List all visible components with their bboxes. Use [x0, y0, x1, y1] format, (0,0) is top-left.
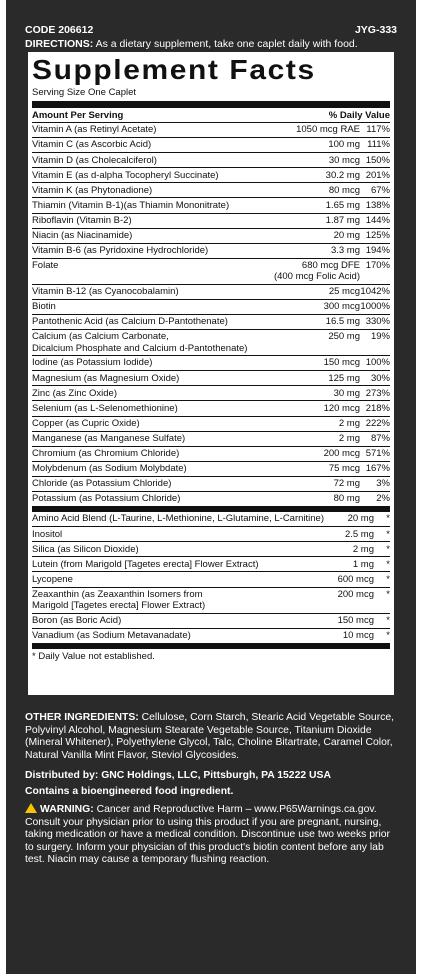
supplement-facts-panel	[28, 52, 394, 695]
nutrient-name: Zinc (as Zinc Oxide)	[32, 387, 117, 399]
nutrient-row	[32, 214, 390, 229]
nutrient-row	[32, 462, 390, 477]
nutrient-daily-value: *	[386, 513, 390, 525]
nutrient-name: Vanadium (as Sodium Metavanadate)	[32, 629, 191, 641]
nutrient-daily-value: 273%	[365, 387, 390, 399]
nutrient-row	[32, 417, 390, 432]
nutrient-daily-value: *	[386, 528, 390, 540]
nutrient-group-other	[32, 512, 390, 644]
nutrient-amount: 25 mcg	[328, 286, 360, 298]
warning-block	[25, 802, 400, 867]
nutrient-name: Calcium (as Calcium Carbonate, Dicalcium Phosphate and Calcium d-Pantothenate)	[32, 331, 248, 354]
nutrient-row	[32, 168, 390, 183]
nutrient-name: Vitamin E (as d-alpha Tocopheryl Succinate)	[32, 169, 219, 181]
nutrient-name: Riboflavin (Vitamin B-2)	[32, 214, 132, 226]
facts-title: Supplement Facts	[32, 54, 316, 85]
nutrient-amount: 100 mg	[328, 139, 360, 151]
warning-text: Cancer and Reproductive Harm – www.P65Warnings.ca.gov.	[96, 804, 377, 815]
nutrient-daily-value: 19%	[370, 331, 390, 343]
other-ingredients-label: OTHER INGREDIENTS:	[25, 712, 139, 723]
nutrient-row	[32, 386, 390, 401]
nutrient-amount: 2.5 mg	[344, 528, 374, 540]
nutrient-row	[32, 315, 390, 330]
nutrient-amount: 2 mg	[352, 543, 374, 555]
nutrient-name: Vitamin K (as Phytonadione)	[32, 184, 153, 196]
nutrient-row	[32, 198, 390, 213]
nutrient-amount: 16.5 mg	[325, 316, 360, 328]
nutrient-group-vitamins-minerals	[32, 123, 390, 507]
nutrient-amount: 250 mg	[328, 331, 360, 343]
nutrient-daily-value: 100%	[365, 357, 390, 369]
nutrient-name: Pantothenic Acid (as Calcium D-Pantothenate)	[32, 316, 228, 328]
nutrient-name: Boron (as Boric Acid)	[32, 614, 122, 626]
nutrient-row	[32, 229, 390, 244]
nutrient-daily-value: 144%	[365, 214, 390, 226]
nutrient-daily-value: 170%	[365, 259, 390, 271]
nutrient-row	[32, 138, 390, 153]
other-ingredients	[25, 712, 400, 762]
nutrient-row	[32, 588, 390, 614]
nutrient-amount: 20 mg	[333, 230, 360, 241]
nutrient-amount: 1.65 mg	[325, 199, 360, 211]
nutrient-row	[32, 527, 390, 542]
nutrient-name: Niacin (as Niacinamide)	[32, 230, 133, 241]
nutrient-name: Lycopene	[32, 573, 73, 585]
nutrient-name: Molybdenum (as Sodium Molybdate)	[32, 463, 187, 475]
nutrient-name: Inositol	[32, 528, 63, 540]
nutrient-row	[32, 432, 390, 447]
product-code: CODE 206612	[25, 24, 94, 36]
nutrient-amount: 80 mg	[333, 493, 360, 505]
daily-value-header: % Daily Value	[328, 110, 390, 121]
nutrient-daily-value: 87%	[370, 432, 390, 444]
nutrient-amount: 30 mcg	[328, 154, 360, 166]
nutrient-row	[32, 542, 390, 557]
nutrient-daily-value: 1042%	[360, 286, 390, 298]
nutrient-row	[32, 492, 390, 507]
nutrient-row	[32, 572, 390, 587]
amount-header: Amount Per Serving	[32, 110, 124, 121]
nutrient-daily-value: 3%	[376, 478, 390, 490]
nutrient-daily-value: 125%	[365, 230, 390, 241]
nutrient-row	[32, 153, 390, 168]
serving-size: Serving Size One Caplet	[32, 87, 137, 98]
nutrient-row	[32, 356, 390, 371]
nutrient-row	[32, 447, 390, 462]
nutrient-daily-value: 30%	[370, 372, 390, 384]
nutrient-daily-value: 330%	[365, 316, 390, 328]
nutrient-name: Selenium (as L-Selenomethionine)	[32, 402, 178, 414]
nutrient-name: Magnesium (as Magnesium Oxide)	[32, 372, 180, 384]
nutrient-amount: 72 mg	[333, 478, 360, 490]
nutrient-name: Vitamin C (as Ascorbic Acid)	[32, 139, 152, 151]
nutrient-row	[32, 244, 390, 259]
nutrient-row	[32, 259, 390, 285]
bioengineered-text: Contains a bioengineered food ingredient.	[25, 786, 234, 797]
nutrient-name: Biotin	[32, 301, 56, 313]
nutrient-amount: 200 mcg	[337, 588, 374, 600]
nutrient-amount: 30 mg	[333, 387, 360, 399]
nutrient-daily-value: *	[386, 573, 390, 585]
nutrient-name: Folate	[32, 259, 59, 271]
bioengineered-notice	[25, 786, 400, 799]
nutrient-row	[32, 629, 390, 644]
thick-divider	[32, 101, 390, 108]
warning-triangle-icon	[25, 803, 37, 813]
directions	[25, 38, 397, 50]
nutrient-daily-value: 111%	[367, 139, 390, 151]
nutrient-daily-value: *	[386, 614, 390, 626]
nutrient-amount: 1 mg	[352, 558, 374, 570]
nutrient-daily-value: 67%	[370, 184, 390, 196]
nutrient-daily-value: *	[386, 588, 390, 600]
nutrient-daily-value: 167%	[365, 463, 390, 475]
nutrient-amount: 80 mcg	[328, 184, 360, 196]
nutrient-name: Vitamin D (as Cholecalciferol)	[32, 154, 157, 166]
nutrient-row	[32, 477, 390, 492]
nutrient-amount: 10 mcg	[342, 629, 374, 641]
nutrient-amount: 1.87 mg	[325, 214, 360, 226]
other-ingredients-text: Cellulose, Corn Starch, Stearic Acid Vegetable Source, Polyvinyl Alcohol, Magnesium Stearate Vegetable Source, Titanium Dioxide (Mineral Whitener), Polyethylene Glycol, Talc, Choline Bitartrate, Caramel Color, Natural Vanilla Mint Flavor, Steviol Glycosides.	[25, 712, 395, 761]
nutrient-row	[32, 285, 390, 300]
nutrient-daily-value: *	[386, 629, 390, 641]
directions-text: As a dietary supplement, take one caplet daily with food.	[95, 38, 358, 50]
nutrient-daily-value: 194%	[365, 245, 390, 257]
nutrient-amount: 150 mcg	[337, 614, 374, 626]
distributed-text: Distributed by: GNC Holdings, LLC, Pittsburgh, PA 15222 USA	[25, 770, 331, 781]
nutrient-amount: 600 mcg	[337, 573, 374, 585]
nutrient-row	[32, 123, 390, 138]
directions-label: DIRECTIONS:	[25, 38, 94, 50]
warning-label: WARNING:	[40, 804, 94, 815]
nutrient-row	[32, 512, 390, 527]
nutrient-amount: 120 mcg	[323, 402, 360, 414]
nutrient-daily-value: 117%	[366, 124, 390, 136]
nutrient-amount: 2 mg	[338, 417, 360, 429]
nutrient-name: Amino Acid Blend (L-Taurine, L-Methionine, L-Glutamine, L-Carnitine)	[32, 513, 324, 525]
nutrient-name: Chloride (as Potassium Chloride)	[32, 478, 172, 490]
lot-code: JYG-333	[354, 24, 397, 36]
column-header	[32, 108, 390, 123]
nutrient-amount: 30.2 mg	[325, 169, 360, 181]
nutrient-amount: 200 mcg	[323, 448, 360, 460]
footnote: * Daily Value not established.	[32, 644, 390, 664]
code-row	[25, 24, 397, 36]
nutrient-name: Thiamin (Vitamin B-1)(as Thiamin Mononitrate)	[32, 199, 230, 211]
nutrient-row	[32, 300, 390, 315]
nutrient-amount: 2 mg	[338, 432, 360, 444]
nutrient-name: Silica (as Silicon Dioxide)	[32, 543, 139, 555]
nutrient-name: Chromium (as Chromium Chloride)	[32, 448, 180, 460]
nutrient-daily-value: 1000%	[360, 301, 390, 313]
nutrient-name: Copper (as Cupric Oxide)	[32, 417, 140, 429]
distributed-by	[25, 770, 400, 783]
nutrient-amount: 75 mcg	[328, 463, 360, 475]
nutrient-amount: 20 mg	[347, 513, 374, 525]
nutrient-name: Vitamin A (as Retinyl Acetate)	[32, 124, 157, 136]
nutrient-daily-value: 201%	[365, 169, 390, 181]
nutrient-name: Vitamin B-12 (as Cyanocobalamin)	[32, 286, 179, 298]
nutrient-name: Potassium (as Potassium Chloride)	[32, 493, 181, 505]
nutrient-row	[32, 614, 390, 629]
nutrient-amount: 150 mcg	[323, 357, 360, 369]
nutrient-daily-value: 218%	[365, 402, 390, 414]
nutrient-daily-value: *	[386, 543, 390, 555]
nutrient-daily-value: 150%	[365, 154, 390, 166]
nutrient-row	[32, 183, 390, 198]
nutrient-name: Vitamin B-6 (as Pyridoxine Hydrochloride)	[32, 245, 209, 257]
nutrient-amount: 680 mcg DFE (400 mcg Folic Acid)	[273, 259, 360, 283]
nutrient-row	[32, 330, 390, 356]
nutrient-row	[32, 401, 390, 416]
nutrient-name: Iodine (as Potassium Iodide)	[32, 357, 153, 369]
nutrient-daily-value: 138%	[365, 199, 390, 211]
nutrient-daily-value: 571%	[365, 448, 390, 460]
consult-text: Consult your physician prior to using this product if you are pregnant, nursing, taking medication or have a medical condition. Discontinue use two weeks prior to surgery. Inform your physician of this product's biotin content before any lab test. Niacin may cause a temporary flushing reaction.	[25, 816, 391, 866]
nutrient-amount: 300 mcg	[323, 301, 360, 313]
nutrient-amount: 3.3 mg	[330, 245, 360, 257]
nutrient-daily-value: 2%	[376, 493, 390, 505]
nutrient-name: Manganese (as Manganese Sulfate)	[32, 432, 186, 444]
nutrient-row	[32, 371, 390, 386]
nutrient-row	[32, 557, 390, 572]
nutrient-name: Zeaxanthin (as Zeaxanthin Isomers from Marigold [Tagetes erecta] Flower Extract)	[32, 588, 206, 611]
nutrient-amount: 125 mg	[328, 372, 360, 384]
nutrient-daily-value: 222%	[365, 417, 390, 429]
nutrient-daily-value: *	[386, 558, 390, 570]
nutrient-name: Lutein (from Marigold [Tagetes erecta] Flower Extract)	[32, 558, 259, 570]
nutrient-amount: 1050 mcg RAE	[296, 124, 360, 136]
